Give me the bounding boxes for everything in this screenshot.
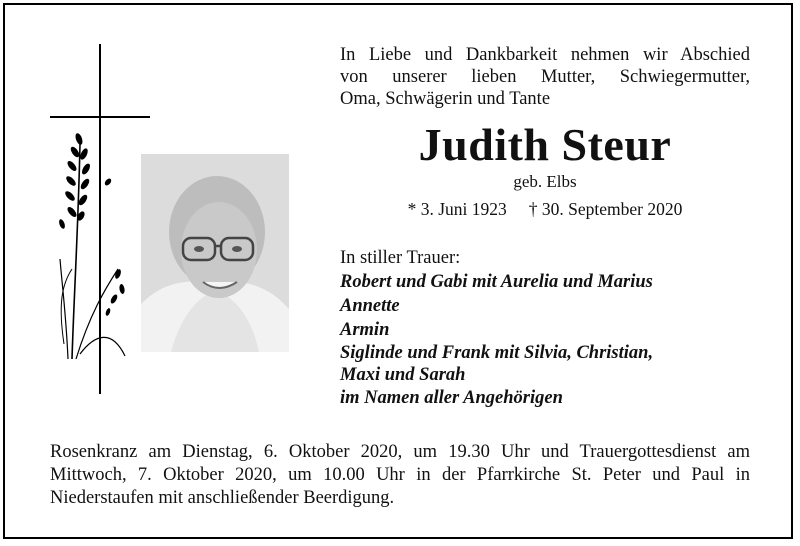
portrait-photo bbox=[141, 154, 289, 352]
mourner-line: Annette bbox=[340, 296, 400, 316]
maiden-name: geb. Elbs bbox=[513, 172, 577, 191]
death-date: † 30. September 2020 bbox=[528, 199, 683, 219]
intro-line-2: von unserer lieben Mutter, Schwiegermutter, bbox=[340, 67, 750, 87]
mourners-heading: In stiller Trauer: bbox=[340, 248, 461, 268]
intro-text bbox=[340, 44, 750, 110]
mourner-line: Robert und Gabi mit Aurelia und Marius bbox=[340, 272, 653, 292]
service-line-1: Rosenkranz am Dienstag, 6. Oktober 2020, um 19.30 Uhr und Trauergottesdienst am bbox=[50, 442, 750, 462]
service-details bbox=[50, 441, 750, 510]
birth-date: * 3. Juni 1923 bbox=[407, 199, 507, 219]
mourner-line: Maxi und Sarah bbox=[340, 365, 466, 385]
service-line-2: Mittwoch, 7. Oktober 2020, um 10.00 Uhr in der Pfarrkirche St. Peter und Paul in bbox=[50, 465, 750, 485]
life-dates bbox=[340, 199, 750, 220]
portrait-icon bbox=[141, 154, 289, 352]
mourner-line: Armin bbox=[340, 320, 390, 340]
intro-line-1: In Liebe und Dankbarkeit nehmen wir Abschied bbox=[340, 45, 750, 65]
mourners-block bbox=[340, 246, 760, 410]
mourner-line: im Namen aller Angehörigen bbox=[340, 388, 563, 408]
mourner-line: Siglinde und Frank mit Silvia, Christian, bbox=[340, 343, 654, 363]
cross-with-grass-icon bbox=[50, 44, 150, 394]
service-line-3: Niederstaufen mit anschließender Beerdigung. bbox=[50, 488, 395, 508]
deceased-name: Judith Steur bbox=[418, 119, 672, 170]
intro-line-3: Oma, Schwägerin und Tante bbox=[340, 89, 551, 109]
